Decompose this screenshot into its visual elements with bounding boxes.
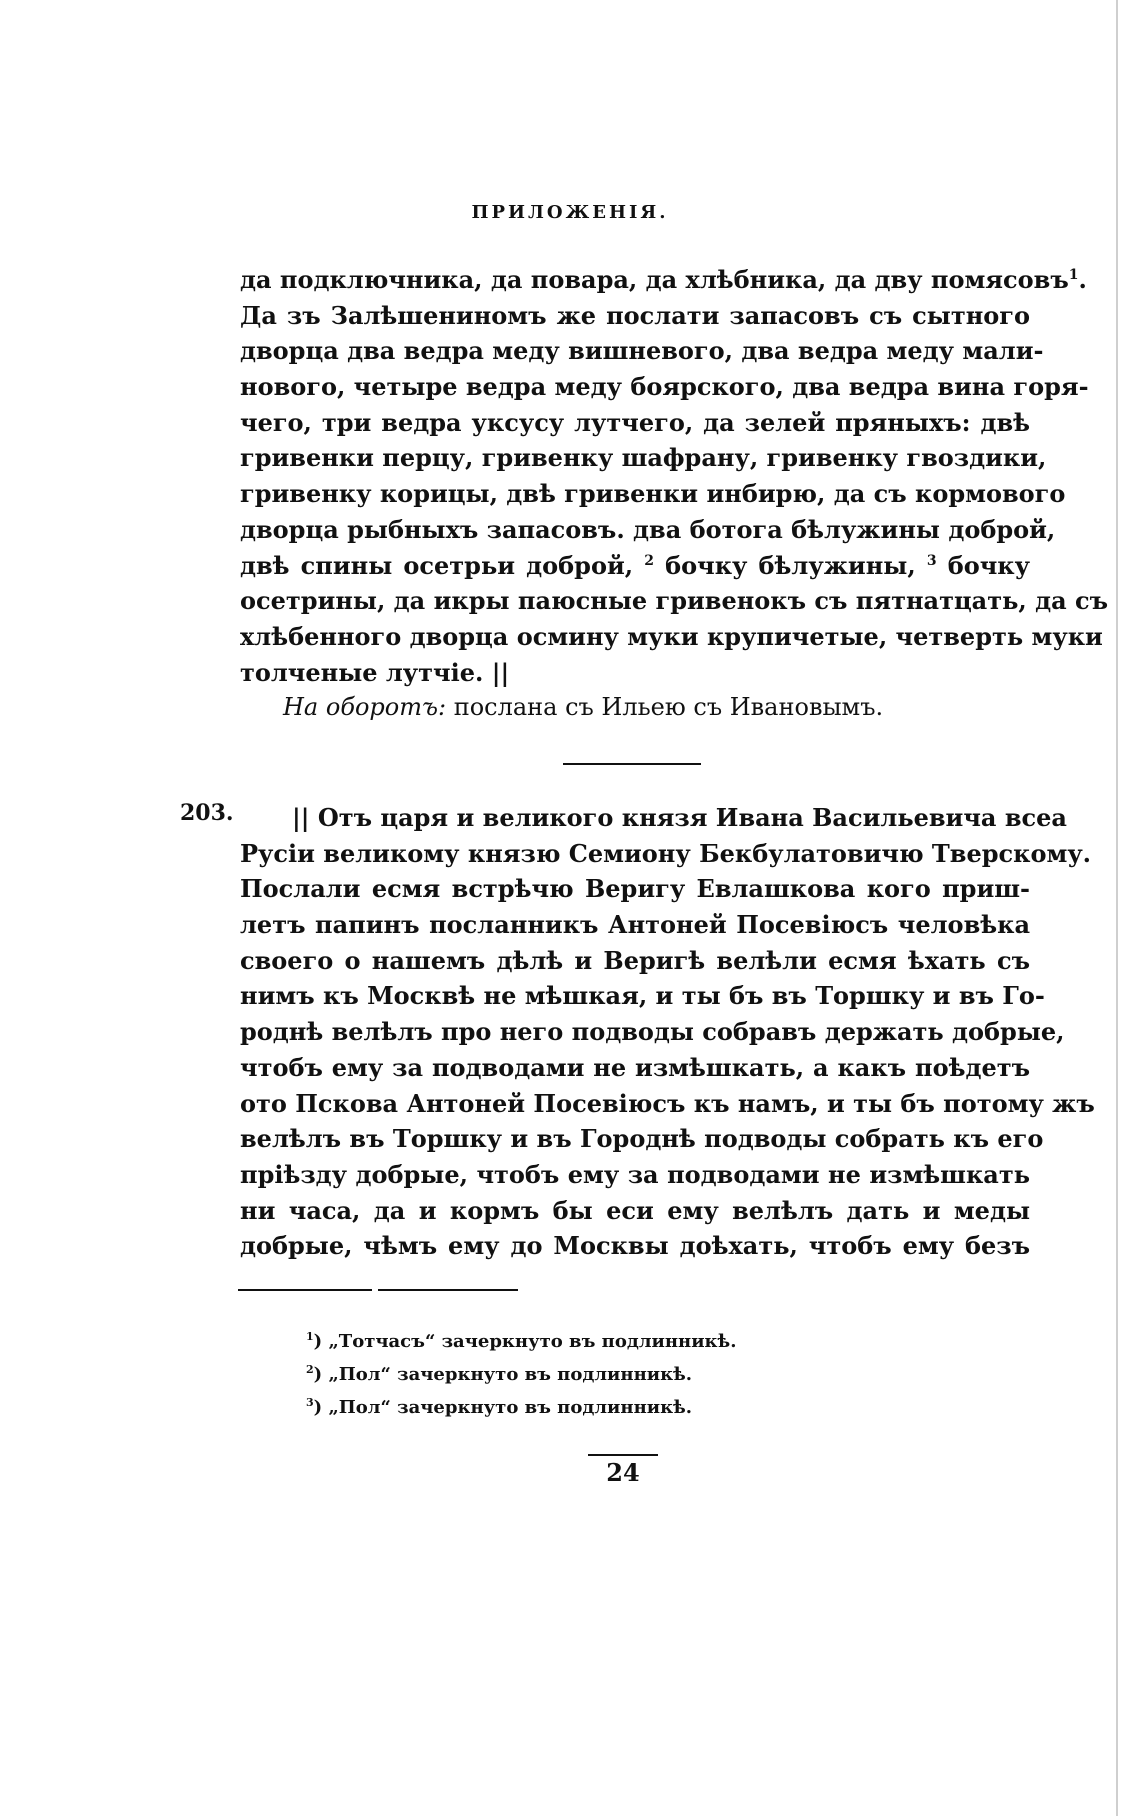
text-line: || Отъ царя и великого князя Ивана Васильевича всеа (292, 803, 1067, 832)
footnote-mark: 2 (306, 1363, 314, 1376)
text-line: дворца рыбныхъ запасовъ. два ботога бѣлужины доброй, (240, 514, 1056, 544)
text-line: Да зъ Залѣшениномъ же послати запасовъ съ сытного (240, 300, 1030, 330)
text-line: чего, три ведра уксусу лутчего, да зелей пряныхъ: двѣ (240, 407, 1030, 437)
text-line: гривенки перцу, гривенку шафрану, гривенку гвоздики, (240, 443, 1047, 473)
text-line: роднѣ велѣлъ про него подводы собравъ держать добрые, (240, 1017, 1065, 1047)
text-line: чтобъ ему за подводами не измѣшкать, а какъ поѣдетъ (240, 1052, 1030, 1082)
text-line: велѣлъ въ Торшку и въ Городнѣ подводы собрать къ его (240, 1124, 1044, 1154)
section-divider (563, 763, 701, 765)
footnote-ref: 3 (926, 552, 937, 569)
text-line: своего о нашемъ дѣлѣ и Веригѣ велѣли есмя ѣхать съ (240, 945, 1030, 975)
text-line: летъ папинъ посланникъ Антоней Посевіюсъ человѣка (240, 910, 1030, 940)
footnotes (306, 1325, 736, 1424)
footnote-mark: 1 (306, 1330, 314, 1343)
text-line: ни часа, да и кормъ бы еси ему велѣлъ дать и меды (240, 1195, 1030, 1225)
footnote-rule-left (238, 1289, 372, 1291)
text-line: двѣ спины осетрьи доброй, $^2$ бочку бѣлужины, $^3$ бочку (240, 550, 1030, 580)
appendix-text-block-1 (240, 262, 1109, 726)
text-line: гривенку корицы, двѣ гривенки инбирю, да съ кормового (240, 479, 1066, 509)
page-number: 24 (588, 1454, 658, 1487)
text-line: дворца два ведра меду вишневого, два ведра меду мали- (240, 336, 1044, 366)
text-line: добрые, чѣмъ ему до Москвы доѣхать, чтобъ ему безъ (240, 1231, 1030, 1261)
footnote-mark: 3 (306, 1396, 314, 1409)
text-line: хлѣбенного дворца осмину муки крупичетые, четверть муки (240, 621, 1103, 651)
footnote-ref: 2 (644, 552, 654, 569)
document-number: 203. (180, 800, 234, 826)
page-edge-line (1116, 0, 1118, 1816)
footnote-ref: 1 (1068, 267, 1079, 283)
footnote: $^3$) „Пол“ зачеркнуто въ подлинникѣ. (306, 1396, 693, 1418)
verso-note: На оборотъ: послана съ Ильею съ Ивановымъ. (283, 693, 884, 722)
text-line: нимъ къ Москвѣ не мѣшкая, и ты бъ въ Торшку и въ Го- (240, 981, 1045, 1011)
text-line: да подключника, да повара, да хлѣбника, да дву помясовъ$^1$. (240, 265, 1087, 294)
text-line: Русіи великому князю Семиону Бекбулатовичю Тверскому. (240, 838, 1092, 868)
text-line: ото Пскова Антоней Посевіюсъ къ намъ, и ты бъ потому жъ (240, 1088, 1095, 1118)
text-line: нового, четыре ведра меду боярского, два ведра вина горя- (240, 372, 1089, 402)
footnote: $^2$) „Пол“ зачеркнуто въ подлинникѣ. (306, 1363, 693, 1385)
document-text-block (240, 800, 1095, 1264)
text-line: пріѣзду добрые, чтобъ ему за подводами не измѣшкать (240, 1159, 1030, 1189)
text-line: толченые лутчіе. || (240, 657, 510, 687)
running-head: ПРИЛОЖЕНІЯ. (471, 202, 669, 223)
footnote-rule-right (378, 1289, 518, 1291)
text-line: осетрины, да икры паюсные гривенокъ съ пятнатцать, да съ (240, 586, 1109, 616)
footnote: $^1$) „Тотчасъ“ зачеркнуто въ подлинникѣ. (306, 1330, 737, 1352)
verso-label: На оборотъ: (283, 693, 447, 722)
text-line: Послали есмя встрѣчю Веригу Евлашкова кого приш- (240, 874, 1030, 904)
